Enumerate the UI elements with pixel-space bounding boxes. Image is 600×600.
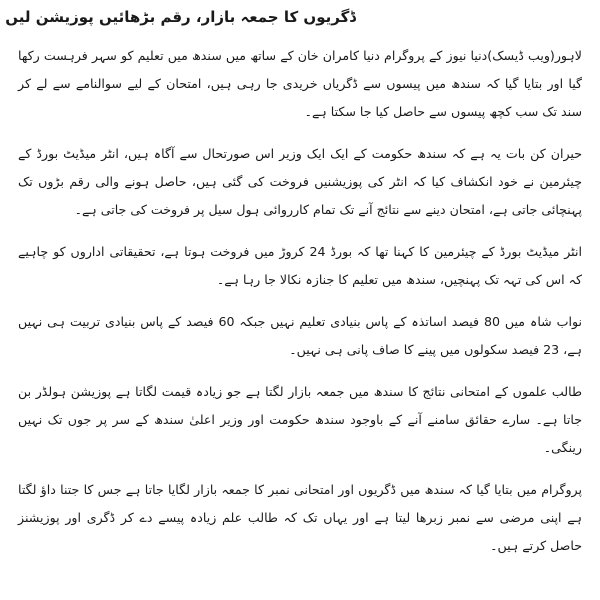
article-paragraph-1: لاہور(ویب ڈیسک)دنیا نیوز کے پروگرام دنیا کامران خان کے ساتھ میں سندھ میں تعلیم کو سہر فرہست رکھا گیا اور بتایا گیا کہ سندھ میں پیسوں سے ڈگریاں خریدی جا رہی ہیں، امتحان کے لیے سوالنامے سے لے کر سند تک سب کچھ پیسوں سے حاصل کیا جا سکتا ہے۔ (18, 48, 582, 119)
article-paragraph-2: حیران کن بات یہ ہے کہ سندھ حکومت کے ایک ایک وزیر اس صورتحال سے آگاہ ہیں، انٹر میڈیٹ بورڈ کے چیئرمین نے خود انکشاف کیا کہ انٹر کی پوزیشنیں فروخت کی گئی ہیں، حاصل ہونے والی رقم بڑوں تک پہنچائی جاتی ہے، امتحان دینے سے نتائج آنے تک تمام کارروائی ہول سیل پر فروخت کی جاتی ہے۔ (18, 146, 582, 217)
article-paragraph-6: پروگرام میں بتایا گیا کہ سندھ میں ڈگریوں اور امتحانی نمبر کا جمعہ بازار لگایا جاتا ہے جس کا جتنا داؤ لگتا ہے اپنی مرضی سے نمبر زبرھا لیتا ہے اور یہاں تک کہ طالب علم زیادہ پیسے دے کر ڈگری اور پوزیشنز حاصل کرتے ہیں۔ (18, 482, 582, 553)
article-headline: ڈگریوں کا جمعہ بازار، رقم بڑھائیں پوزیشن لیں (5, 8, 356, 26)
article-paragraph-4: نواب شاہ میں 80 فیصد اساتذہ کے پاس بنیادی تعلیم نہیں جبکہ 60 فیصد کے پاس بنیادی تربیت ہی نہیں ہے، 23 فیصد سکولوں میں پینے کا صاف پانی ہی نہیں۔ (18, 314, 582, 357)
article-paragraph-5: طالب علموں کے امتحانی نتائج کا سندھ میں جمعہ بازار لگتا ہے جو زیادہ قیمت لگاتا ہے پوزیشن ہولڈر بن جاتا ہے۔ سارے حقائق سامنے آنے کے باوجود سندھ حکومت اور وزیر اعلیٰ سندھ کے سر پر جوں تک نہیں رینگی۔ (18, 384, 582, 455)
article-paragraph-3: انٹر میڈیٹ بورڈ کے چیئرمین کا کہنا تھا کہ بورڈ 24 کروڑ میں فروخت ہوتا ہے، تحقیقاتی اداروں کو چاہیے کہ اس کی تہہ تک پہنچیں، سندھ میں تعلیم کا جنازہ نکالا جا رہا ہے۔ (18, 244, 582, 287)
